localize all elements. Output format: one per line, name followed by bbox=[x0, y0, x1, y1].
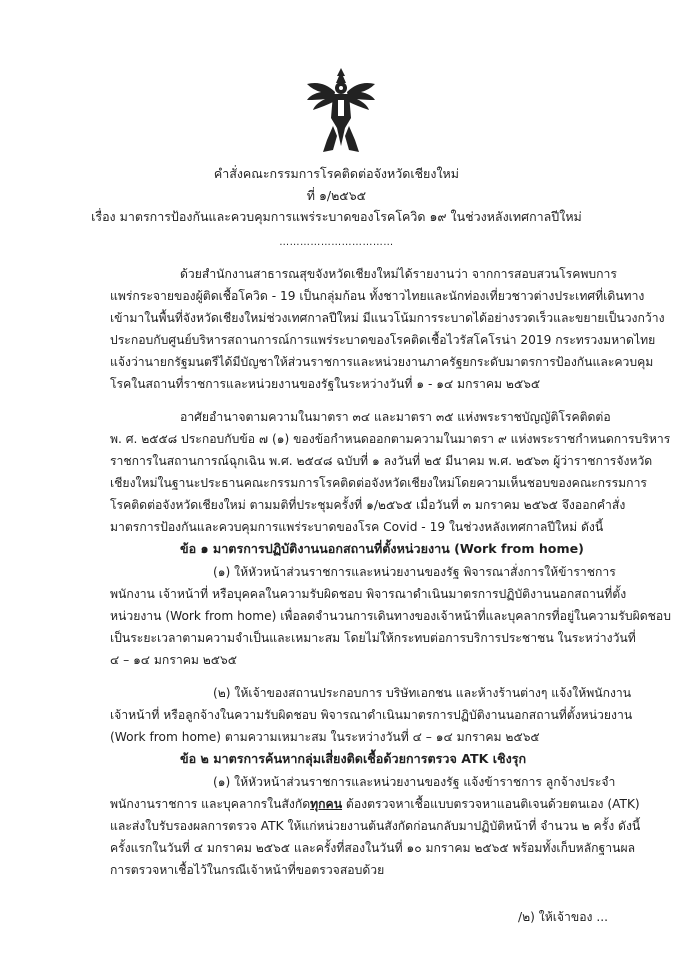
para1-line: โรคในสถานที่ราชการและหน่วยงานของรัฐในระหว่างวันที่ ๑ - ๑๔ มกราคม ๒๕๖๕ bbox=[110, 377, 541, 391]
garuda-emblem-icon bbox=[303, 66, 379, 154]
para1-line: แจ้งว่านายกรัฐมนตรีได้มีบัญชาให้ส่วนราชการและหน่วยงานภาครัฐยกระดับมาตรการป้องกันและควบคุม bbox=[110, 355, 654, 369]
section1-item2-line: (Work from home) ตามความเหมาะสม ในระหว่างวันที่ ๔ – ๑๔ มกราคม ๒๕๖๕ bbox=[110, 730, 540, 744]
continuation-note: /๒) ให้เจ้าของ ... bbox=[518, 910, 609, 924]
section2-text: พนักงานราชการ และบุคลากรในสังกัด bbox=[110, 797, 311, 811]
section2-text: ต้องตรวจหาเชื้อแบบตรวจหาแอนติเจนด้วยตนเอง (ATK) bbox=[342, 797, 640, 811]
para2-line: โรคติดต่อจังหวัดเชียงใหม่ ตามมติที่ประชุมครั้งที่ ๑/๒๕๖๕ เมื่อวันที่ ๓ มกราคม ๒๕๖๕ จึงออกคำสั่ง bbox=[110, 498, 626, 512]
section1-item1-line: หน่วยงาน (Work from home) เพื่อลดจำนวนการเดินทางของเจ้าหน้าที่และบุคลากรที่อยู่ในความรับผิดชอบ bbox=[110, 609, 671, 623]
para2-line: ราชการในสถานการณ์ฉุกเฉิน พ.ศ. ๒๕๔๘ ฉบับที่ ๑ ลงวันที่ ๒๕ มีนาคม พ.ศ. ๒๕๖๓ ผู้ว่าราชการจังหวัด bbox=[110, 454, 653, 468]
section1-item1-line: ๔ – ๑๔ มกราคม ๒๕๖๕ bbox=[110, 653, 237, 667]
para2-line: มาตรการป้องกันและควบคุมการแพร่ระบาดของโรค Covid - 19 ในช่วงหลังเทศกาลปีใหม่ ดังนี้ bbox=[110, 520, 604, 534]
order-title: คำสั่งคณะกรรมการโรคติดต่อจังหวัดเชียงใหม่ bbox=[213, 166, 460, 181]
section2-item1-line: และส่งใบรับรองผลการตรวจ ATK ให้แก่หน่วยงานต้นสังกัดก่อนกลับมาปฏิบัติหน้าที่ จำนวน ๒ ครั้ง ดังนี้ bbox=[110, 819, 641, 833]
order-subject: เรื่อง มาตรการป้องกันและควบคุมการแพร่ระบาดของโรคโควิด ๑๙ ในช่วงหลังเทศกาลปีใหม่ bbox=[91, 209, 582, 224]
section1-item1-line: เป็นระยะเวลาตามความจำเป็นและเหมาะสม โดยไม่ให้กระทบต่อการบริการประชาชน ในระหว่างวันที่ bbox=[110, 631, 636, 645]
section2-heading: ข้อ ๒ มาตรการค้นหากลุ่มเสี่ยงติดเชื้อด้วยการตรวจ ATK เชิงรุก bbox=[180, 751, 527, 766]
order-number: ที่ ๑/๒๕๖๕ bbox=[306, 188, 367, 203]
separator-dots: …………………………… bbox=[279, 237, 394, 248]
section1-item2-line: เจ้าหน้าที่ หรือลูกจ้างในความรับผิดชอบ พิจารณาดำเนินมาตรการปฏิบัติงานนอกสถานที่ตั้งหน่วยงาน bbox=[110, 708, 633, 722]
para1-line: ด้วยสำนักงานสาธารณสุขจังหวัดเชียงใหม่ได้รายงานว่า จากการสอบสวนโรคพบการ bbox=[180, 267, 617, 281]
section2-item1-line: (๑) ให้หัวหน้าส่วนราชการและหน่วยงานของรัฐ แจ้งข้าราชการ ลูกจ้างประจำ bbox=[213, 775, 616, 789]
emphasis-everyone: ทุกคน bbox=[310, 797, 343, 811]
para2-line: พ. ศ. ๒๕๕๘ ประกอบกับข้อ ๗ (๑) ของข้อกำหนดออกตามความในมาตรา ๙ แห่งพระราชกำหนดการบริหาร bbox=[110, 432, 671, 446]
para1-line: แพร่กระจายของผู้ติดเชื้อโควิด - 19 เป็นกลุ่มก้อน ทั้งชาวไทยและนักท่องเที่ยวชาวต่างประเทศที่เดินทาง bbox=[110, 289, 645, 303]
section2-item1-line: การตรวจหาเชื้อไว้ในกรณีเจ้าหน้าที่ขอตรวจสอบด้วย bbox=[110, 863, 385, 877]
section1-item1-line: พนักงาน เจ้าหน้าที่ หรือบุคคลในความรับผิดชอบ พิจารณาดำเนินมาตรการปฏิบัติงานนอกสถานที่ตั้ง bbox=[110, 587, 627, 601]
para1-line: ประกอบกับศูนย์บริหารสถานการณ์การแพร่ระบาดของโรคติดเชื้อไวรัสโคโรน่า 2019 กระทรวงมหาดไทย bbox=[110, 333, 656, 347]
para2-line: เชียงใหม่ในฐานะประธานคณะกรรมการโรคติดต่อจังหวัดเชียงใหม่โดยความเห็นชอบของคณะกรรมการ bbox=[110, 476, 647, 490]
section2-item1-line bbox=[110, 794, 640, 814]
section2-item1-line: ครั้งแรกในวันที่ ๔ มกราคม ๒๕๖๕ และครั้งที่สองในวันที่ ๑๐ มกราคม ๒๕๖๕ พร้อมทั้งเก็บหลักฐานผล bbox=[110, 841, 636, 855]
para1-line: เข้ามาในพื้นที่จังหวัดเชียงใหม่ช่วงเทศกาลปีใหม่ มีแนวโน้มการระบาดได้อย่างรวดเร็วและขยายเป็นวงกว้าง bbox=[110, 311, 665, 325]
section1-heading: ข้อ ๑ มาตรการปฏิบัติงานนอกสถานที่ตั้งหน่วยงาน (Work from home) bbox=[180, 541, 584, 556]
section1-item1-line: (๑) ให้หัวหน้าส่วนราชการและหน่วยงานของรัฐ พิจารณาสั่งการให้ข้าราชการ bbox=[213, 565, 616, 579]
para2-line: อาศัยอำนาจตามความในมาตรา ๓๔ และมาตรา ๓๕ แห่งพระราชบัญญัติโรคติดต่อ bbox=[180, 410, 611, 424]
section1-item2-line: (๒) ให้เจ้าของสถานประกอบการ บริษัทเอกชน และห้างร้านต่างๆ แจ้งให้พนักงาน bbox=[213, 686, 632, 700]
